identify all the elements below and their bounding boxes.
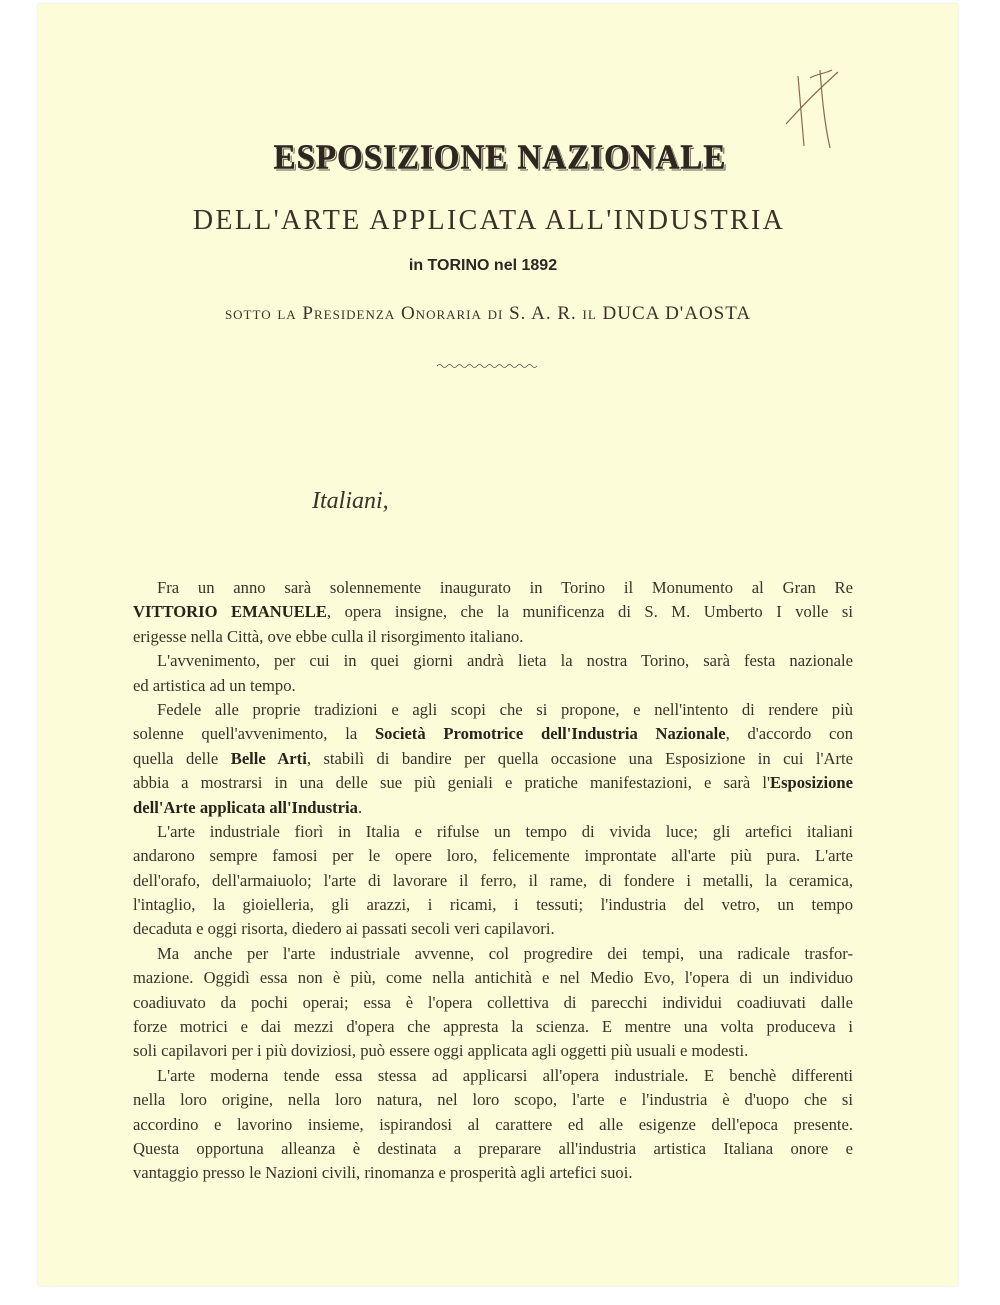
paragraph <box>133 820 853 942</box>
text-line <box>133 1161 853 1185</box>
text-line <box>133 966 853 990</box>
text-line <box>133 869 853 893</box>
text-segment: L'arte industriale fiorì in Italia e rifulse un tempo di vivida luce; gli artefici italiani <box>157 821 853 841</box>
text-line <box>133 1039 853 1063</box>
text-line <box>133 674 853 698</box>
text-segment: forze motrici e dai mezzi d'opera che appresta la scienza. E mentre una volta produceva i <box>133 1017 853 1037</box>
text-line <box>133 893 853 917</box>
text-segment: accordino e lavorino insieme, ispirandosi al carattere ed alle esigenze dell'epoca presente. <box>133 1114 853 1134</box>
place-date: in TORINO nel 1892 <box>408 257 558 274</box>
paragraph <box>133 698 853 820</box>
text-segment: soli capilavori per i più doviziosi, può essere oggi applicata agli oggetti più usuali e modesti. <box>133 1041 749 1061</box>
document-title: ESPOSIZIONE NAZIONALE <box>273 139 727 177</box>
text-line <box>133 747 853 771</box>
text-segment: , stabilì di bandire per quella occasione una Esposizione in cui l'Arte <box>306 748 853 768</box>
paragraph <box>133 1064 853 1186</box>
text-segment: L'avvenimento, per cui in quei giorni andrà lieta la nostra Torino, sarà festa nazionale <box>157 651 853 671</box>
body-text <box>133 576 853 1186</box>
text-segment: erigesse nella Città, ove ebbe culla il risorgimento italiano. <box>133 626 524 646</box>
text-line <box>133 1088 853 1112</box>
text-line <box>133 1113 853 1137</box>
text-line <box>133 796 853 820</box>
paragraph <box>133 942 853 1064</box>
text-segment: . <box>357 797 363 817</box>
text-line <box>133 1015 853 1039</box>
text-line <box>133 722 853 746</box>
text-segment: decaduta e oggi risorta, diedero ai passati secoli veri capilavori. <box>133 919 555 939</box>
text-line <box>133 649 853 673</box>
text-line <box>133 917 853 941</box>
text-segment: abbia a mostrarsi in una delle sue più geniali e pratiche manifestazioni, e sarà l' <box>133 773 770 793</box>
patronage-line: sotto la Presidenza Onoraria di S. A. R. il DUCA D'AOSTA <box>224 303 752 324</box>
text-segment: dell'orafo, dell'armaiuolo; l'arte di lavorare il ferro, il rame, di fondere i metalli, la ceramica, <box>133 870 853 890</box>
text-segment: nella loro origine, nella loro natura, nel loro scopo, l'arte e l'industria è d'uopo che si <box>133 1090 853 1110</box>
greeting: Italiani, <box>312 488 389 514</box>
text-segment: L'arte moderna tende essa stessa ad applicarsi all'opera industriale. E benchè differenti <box>157 1065 853 1085</box>
text-segment: l'intaglio, la gioielleria, gli arazzi, i ricami, i tessuti; l'industria del vetro, un tempo <box>133 895 853 915</box>
text-segment: Questa opportuna alleanza è destinata a preparare all'industria artistica Italiana onore e <box>133 1138 853 1158</box>
wavy-divider <box>437 362 539 370</box>
text-segment: coadiuvato da pochi operai; essa è l'opera collettiva di parecchi individui coadiuvati dalle <box>133 992 853 1012</box>
text-segment: Fedele alle proprie tradizioni e agli scopi che si propone, e nell'intento di rendere più <box>157 699 853 719</box>
text-line <box>133 1137 853 1161</box>
text-line <box>133 844 853 868</box>
bold-text: Belle Arti <box>230 748 307 768</box>
text-line <box>133 771 853 795</box>
paragraph <box>133 576 853 649</box>
text-line <box>133 600 853 624</box>
text-segment: andarono sempre famosi per le opere loro, felicemente improntate all'arte più pura. L'arte <box>133 846 853 866</box>
text-segment: quella delle <box>133 748 231 768</box>
text-line <box>133 625 853 649</box>
bold-text: Esposizione <box>770 773 853 793</box>
text-segment: vantaggio presso le Nazioni civili, rinomanza e prosperità agli artefici suoi. <box>133 1163 633 1183</box>
text-line <box>133 576 853 600</box>
text-line <box>133 820 853 844</box>
text-segment: mazione. Oggidì essa non è più, come nella antichità e nel Medio Evo, l'opera di un individuo <box>133 968 853 988</box>
text-segment: ed artistica ad un tempo. <box>133 675 296 695</box>
text-line <box>133 942 853 966</box>
text-line <box>133 1064 853 1088</box>
paragraph <box>133 649 853 698</box>
text-line <box>133 991 853 1015</box>
text-segment: Fra un anno sarà solennemente inaugurato in Torino il Monumento al Gran Re <box>157 578 853 597</box>
text-line <box>133 698 853 722</box>
text-segment: Ma anche per l'arte industriale avvenne, col progredire dei tempi, una radicale trasfor- <box>157 943 853 963</box>
bold-text: VITTORIO EMANUELE <box>133 602 327 622</box>
bold-text: Società Promotrice dell'Industria Nazionale <box>374 724 726 744</box>
document-subtitle: DELL'ARTE APPLICATA ALL'INDUSTRIA <box>192 205 786 236</box>
text-segment: solenne quell'avvenimento, la <box>133 724 375 744</box>
text-segment: , d'accordo con <box>725 724 853 744</box>
bold-text: dell'Arte applicata all'Industria <box>133 797 358 817</box>
text-segment: , opera insigne, che la munificenza di S. M. Umberto I volle si <box>326 602 853 622</box>
